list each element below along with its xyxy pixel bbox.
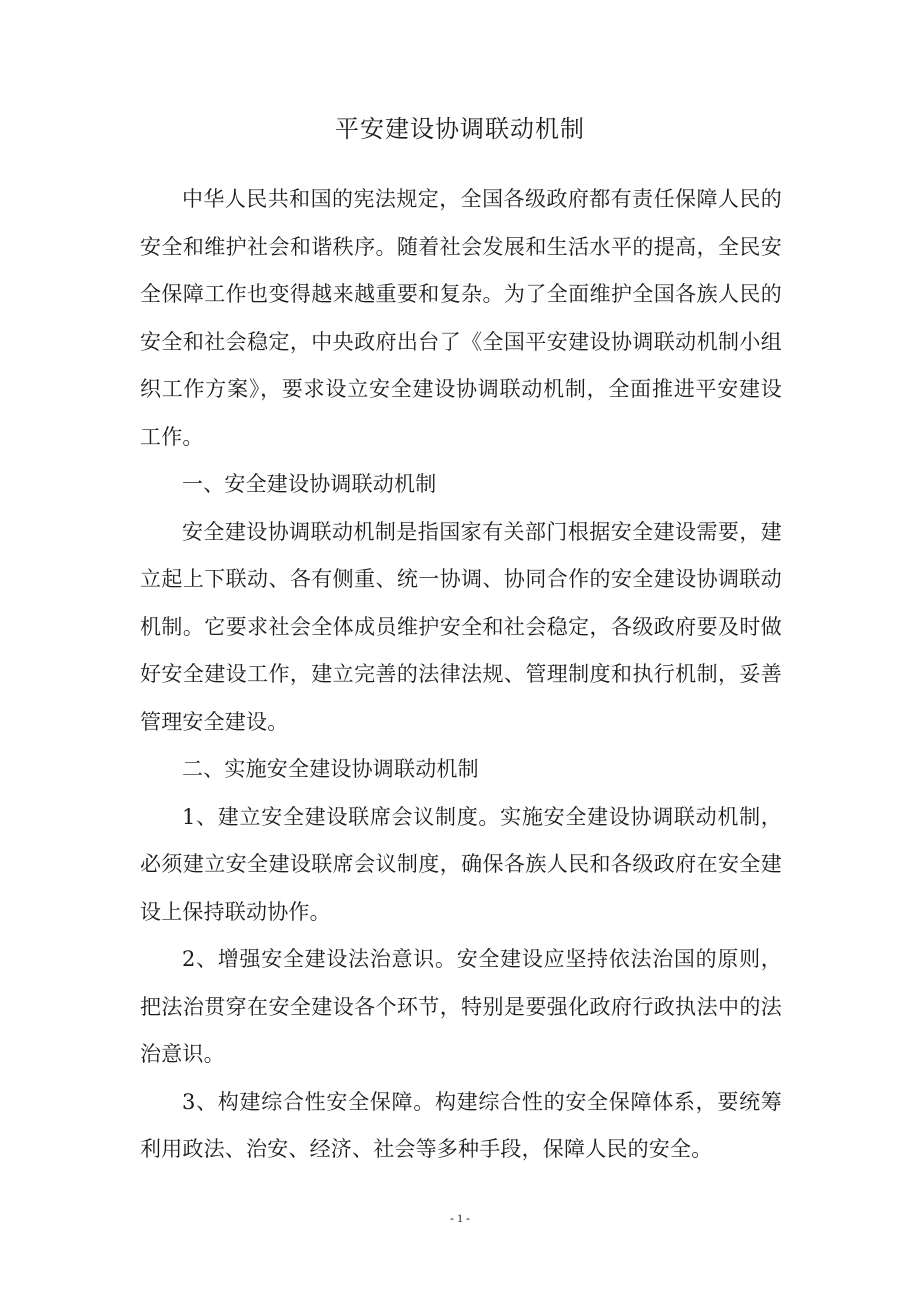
paragraph-intro: 中华人民共和国的宪法规定，全国各级政府都有责任保障人民的安全和维护社会和谐秩序。随着社会发展和生活水平的提高，全民安全保障工作也变得越来越重要和复杂。为了全面维护全国各族人民的安全和社会稳定，中央政府出台了《全国平安建设协调联动机制小组织工作方案》，要求设立安全建设协调联动机制，全面推进平安建设工作。: [140, 187, 782, 449]
section-heading-2: 二、实施安全建设协调联动机制: [182, 757, 479, 781]
document-body: [140, 176, 782, 1174]
paragraph-item-3: 3、构建综合性安全保障。构建综合性的安全保障体系，要统筹利用政法、治安、经济、社会等多种手段，保障人民的安全。: [140, 1089, 782, 1161]
paragraph-item-2: 2、增强安全建设法治意识。安全建设应坚持依法治国的原则，把法治贯穿在安全建设各个环节，特别是要强化政府行政执法中的法治意识。: [140, 947, 782, 1066]
paragraph-item-1: 1、建立安全建设联席会议制度。实施安全建设协调联动机制，必须建立安全建设联席会议制度，确保各族人民和各级政府在安全建设上保持联动协作。: [140, 804, 782, 924]
page-title: 平安建设协调联动机制: [335, 115, 585, 143]
page-number: - 1 -: [450, 1211, 470, 1225]
paragraph-section-1: 安全建设协调联动机制是指国家有关部门根据安全建设需要，建立起上下联动、各有侧重、统一协调、协同合作的安全建设协调联动机制。它要求社会全体成员维护安全和社会稳定，各级政府要及时做好安全建设工作，建立完善的法律法规、管理制度和执行机制，妥善管理安全建设。: [140, 519, 782, 734]
section-heading-1: 一、安全建设协调联动机制: [182, 472, 437, 496]
